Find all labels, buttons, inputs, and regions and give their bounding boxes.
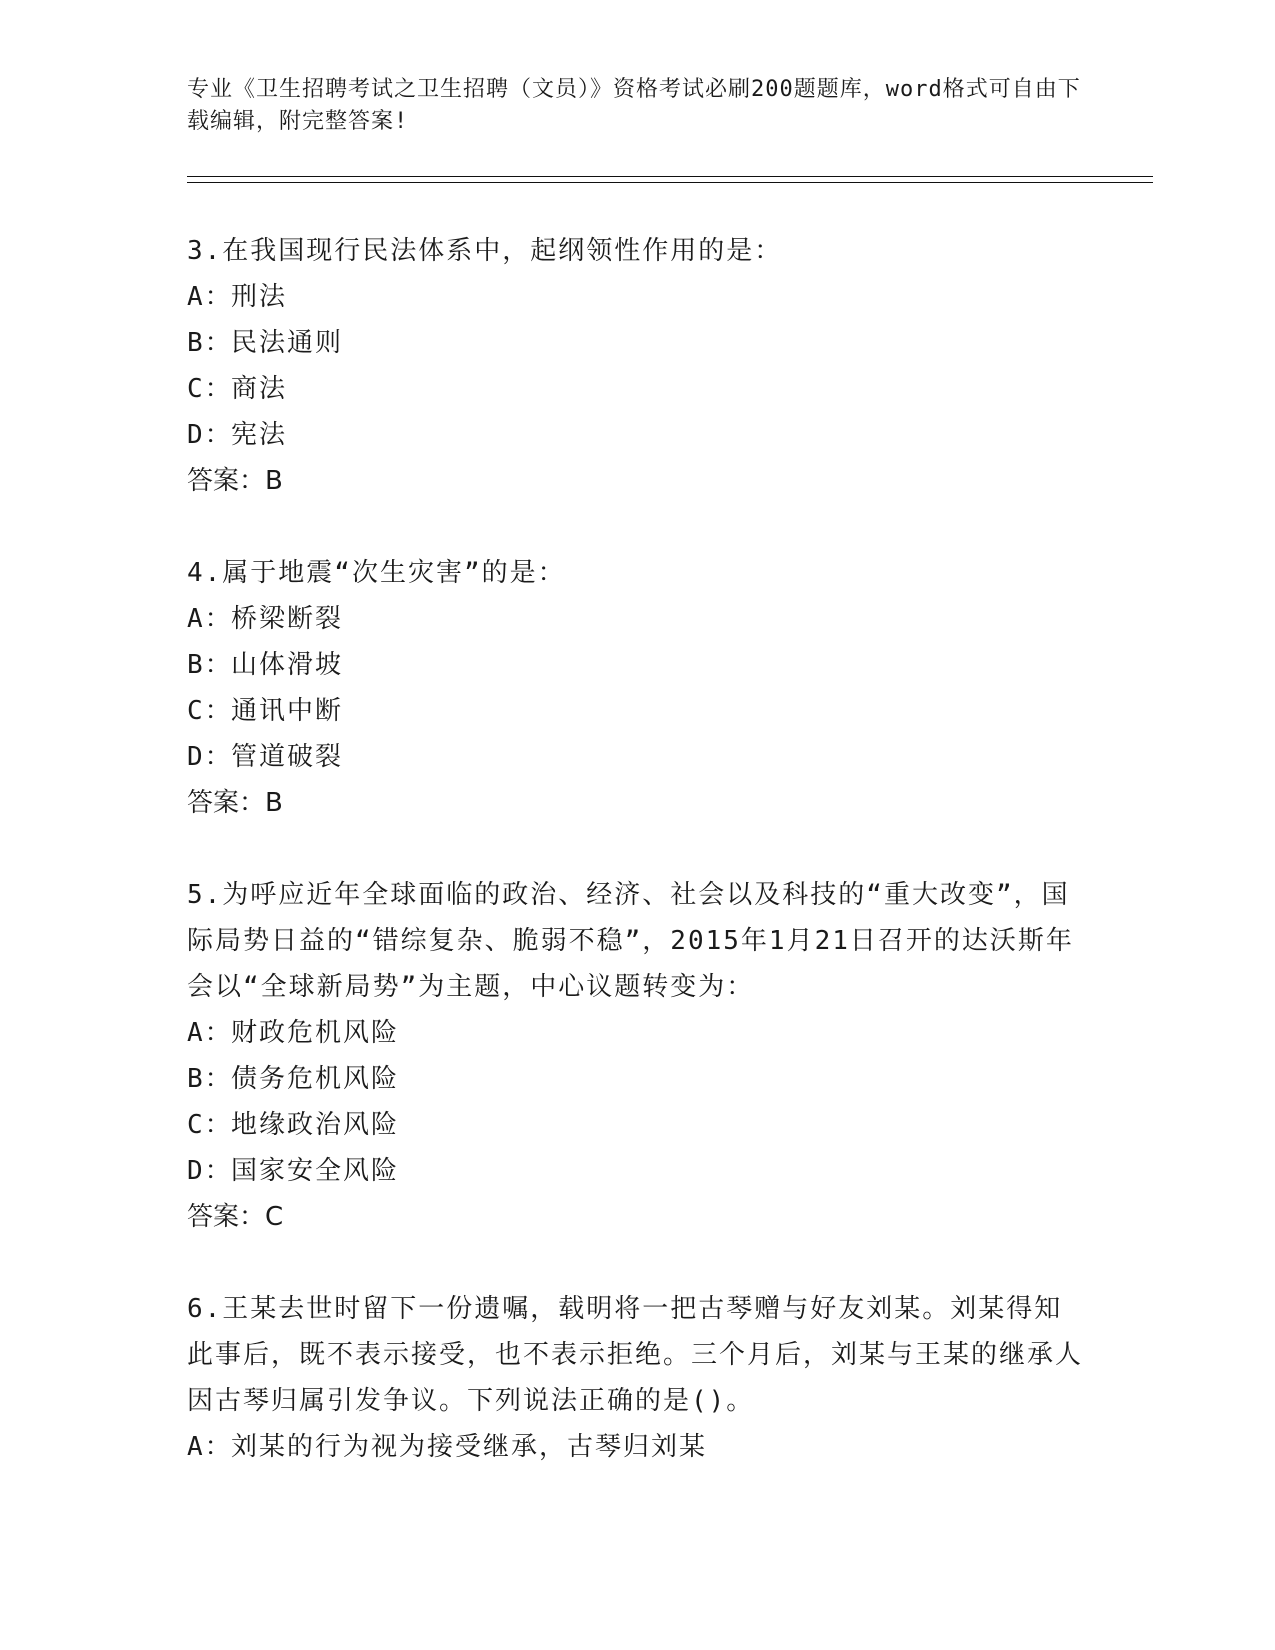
option-a: [187, 274, 1087, 320]
option-text: 地缘政治风险: [231, 1110, 400, 1140]
question-text: 4.属于地震“次生灾害”的是：: [187, 558, 566, 588]
option-letter: B：: [187, 650, 233, 680]
question-3: [187, 228, 1087, 504]
header-divider-top: [187, 176, 1153, 177]
option-text: 债务危机风险: [231, 1064, 400, 1094]
option-text: 宪法: [231, 420, 288, 450]
answer: 答案：C: [187, 1202, 284, 1232]
option-c: [187, 366, 1087, 412]
option-text: 管道破裂: [231, 742, 344, 772]
option-text: 民法通则: [231, 328, 344, 358]
answer: 答案：B: [187, 788, 283, 818]
option-letter: A：: [187, 604, 233, 634]
option-letter: A：: [187, 1432, 233, 1462]
option-d: [187, 412, 1087, 458]
answer: 答案：B: [187, 466, 283, 496]
question-text: 5.为呼应近年全球面临的政治、经济、社会以及科技的“重大改变”，国际局势日益的“错综复杂、脆弱不稳”，2015年1月21日召开的达沃斯年会以“全球新局势”为主题，中心议题转变为：: [187, 880, 1074, 1002]
question-list: [187, 228, 1087, 1516]
option-letter: A：: [187, 282, 233, 312]
option-text: 桥梁断裂: [231, 604, 344, 634]
option-b: [187, 1056, 1087, 1102]
option-text: 财政危机风险: [231, 1018, 400, 1048]
option-text: 山体滑坡: [231, 650, 344, 680]
option-a: [187, 1010, 1087, 1056]
option-letter: C：: [187, 374, 233, 404]
option-letter: D：: [187, 742, 233, 772]
option-letter: C：: [187, 696, 233, 726]
option-text: 通讯中断: [231, 696, 344, 726]
option-d: [187, 1148, 1087, 1194]
document-header: 专业《卫生招聘考试之卫生招聘（文员）》资格考试必刷200题题库，word格式可自由下载编辑，附完整答案!: [187, 77, 1081, 134]
option-letter: A：: [187, 1018, 233, 1048]
option-text: 商法: [231, 374, 288, 404]
option-letter: D：: [187, 420, 233, 450]
question-text: 6.王某去世时留下一份遗嘱，载明将一把古琴赠与好友刘某。刘某得知此事后，既不表示接受，也不表示拒绝。三个月后，刘某与王某的继承人因古琴归属引发争议。下列说法正确的是()。: [187, 1294, 1084, 1416]
question-4: [187, 550, 1087, 826]
option-text: 刑法: [231, 282, 288, 312]
option-d: [187, 734, 1087, 780]
option-letter: B：: [187, 328, 233, 358]
question-6: [187, 1286, 1087, 1470]
option-text: 国家安全风险: [231, 1156, 400, 1186]
option-c: [187, 1102, 1087, 1148]
option-a: [187, 1424, 1087, 1470]
option-a: [187, 596, 1087, 642]
header-divider-bottom: [187, 182, 1153, 183]
option-letter: B：: [187, 1064, 233, 1094]
option-b: [187, 642, 1087, 688]
option-text: 刘某的行为视为接受继承，古琴归刘某: [231, 1432, 708, 1462]
option-letter: D：: [187, 1156, 233, 1186]
option-b: [187, 320, 1087, 366]
question-text: 3.在我国现行民法体系中，起纲领性作用的是：: [187, 236, 783, 266]
option-c: [187, 688, 1087, 734]
question-5: [187, 872, 1087, 1240]
option-letter: C：: [187, 1110, 233, 1140]
